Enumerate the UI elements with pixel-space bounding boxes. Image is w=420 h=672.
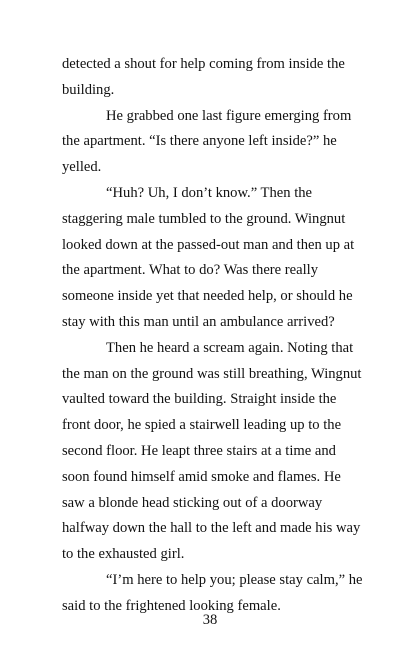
text-line: said to the frightened looking female.	[62, 597, 281, 614]
text-line: vaulted toward the building. Straight inside the	[62, 391, 337, 408]
text-line: staggering male tumbled to the ground. Wingnut	[62, 210, 346, 227]
text-line: someone inside yet that needed help, or should he	[62, 288, 353, 305]
text-line: Then he heard a scream again. Noting that	[106, 339, 354, 356]
text-line: building.	[62, 81, 115, 98]
text-line: detected a shout for help coming from inside the	[62, 56, 345, 72]
page-number: 38	[202, 612, 218, 628]
text-line: the apartment. “Is there anyone left inside?” he	[62, 133, 337, 150]
text-line: soon found himself amid smoke and flames. He	[62, 468, 341, 485]
text-line: looked down at the passed-out man and then up at	[62, 236, 355, 253]
text-line: yelled.	[62, 159, 102, 176]
text-line: second floor. He leapt three stairs at a time and	[62, 442, 336, 459]
text-line: stay with this man until an ambulance arrived?	[62, 313, 335, 330]
text-line: the apartment. What to do? Was there really	[62, 262, 319, 279]
text-line: “Huh? Uh, I don’t know.” Then the	[106, 184, 313, 201]
body-text	[62, 52, 362, 620]
text-line: to the exhausted girl.	[62, 546, 185, 563]
text-line: front door, he spied a stairwell leading up to the	[62, 417, 342, 434]
text-line: halfway down the hall to the left and made his way	[62, 520, 361, 537]
text-line: the man on the ground was still breathing, Wingnut	[62, 365, 362, 382]
text-line: “I’m here to help you; please stay calm,” he	[106, 571, 363, 588]
text-line: He grabbed one last figure emerging from	[106, 107, 352, 124]
text-line: saw a blonde head sticking out of a doorway	[62, 494, 323, 511]
